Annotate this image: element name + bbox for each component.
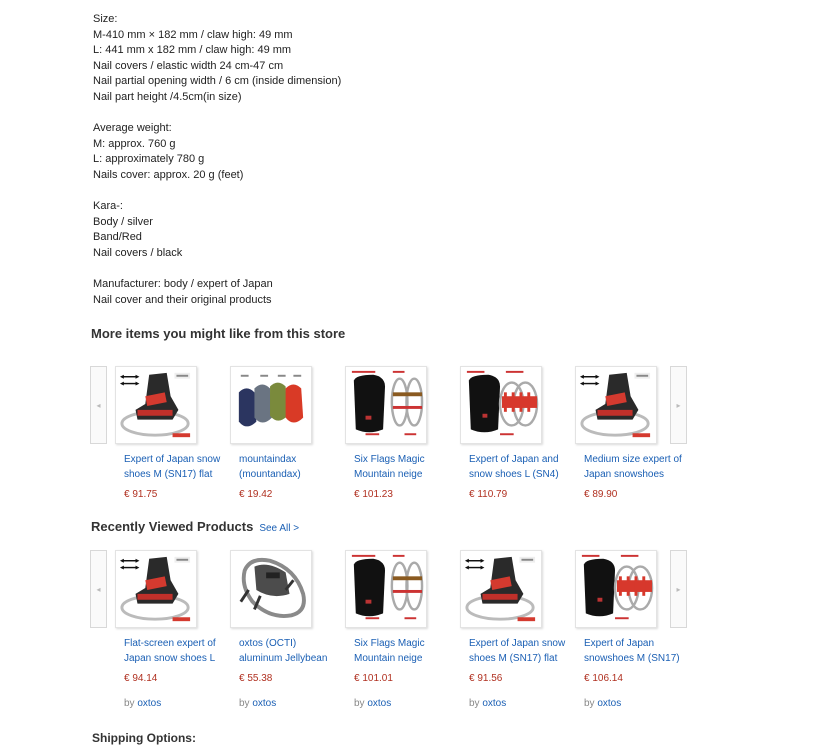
recently-viewed-title-text: Recently Viewed Products (91, 519, 254, 534)
recently-viewed-title (91, 519, 299, 534)
chevron-right-icon: ▸ (676, 400, 681, 410)
grey-snowshoe-icon (231, 551, 311, 627)
product-card (222, 550, 332, 709)
product-title-link[interactable]: Medium size expert of Japan snowshoes (584, 454, 682, 480)
boot-snowshoe-icon (116, 551, 196, 627)
product-thumbnail[interactable] (345, 366, 427, 444)
product-card (452, 366, 562, 500)
seller-by-label: by (239, 698, 250, 709)
product-thumbnail[interactable] (460, 550, 542, 628)
product-card (567, 550, 680, 709)
product-price: € 94.14 (124, 673, 158, 684)
product-price: € 110.79 (469, 489, 508, 500)
shipping-options-title: Shipping Options: (92, 731, 196, 745)
product-thumbnail[interactable] (115, 366, 197, 444)
product-price: € 91.75 (124, 489, 158, 500)
product-thumbnail[interactable] (345, 550, 427, 628)
spec-line: Nail partial opening width / 6 cm (inside dimension) (93, 75, 342, 88)
product-seller (222, 698, 332, 709)
spec-line: Nail covers / elastic width 24 cm-47 cm (93, 59, 284, 72)
seller-link[interactable]: oxtos (367, 698, 392, 709)
product-card (337, 550, 447, 709)
bag-snowshoe-icon (346, 551, 426, 627)
product-thumbnail[interactable] (115, 550, 197, 628)
seller-link[interactable]: oxtos (137, 698, 162, 709)
product-specs (93, 12, 341, 308)
product-seller (452, 698, 562, 709)
spec-line: L: approximately 780 g (93, 153, 205, 166)
see-all-link[interactable]: See All > (259, 523, 300, 534)
spec-line: L: 441 mm x 182 mm / claw high: 49 mm (93, 44, 292, 57)
product-seller (567, 698, 677, 709)
spec-line: Nail covers / black (93, 246, 183, 259)
seller-by-label: by (469, 698, 480, 709)
spec-line: M: approx. 760 g (93, 137, 176, 150)
seller-by-label: by (354, 698, 365, 709)
more-items-carousel (90, 366, 690, 536)
seller-by-label: by (124, 698, 135, 709)
product-thumbnail[interactable] (230, 550, 312, 628)
product-seller (107, 698, 217, 709)
carousel-prev-button[interactable] (90, 550, 107, 628)
product-title-link[interactable]: oxtos (OCTI) aluminum Jellybean (239, 638, 328, 664)
chevron-right-icon: ▸ (676, 584, 681, 594)
product-price: € 106.14 (584, 673, 623, 684)
bag-red-snowshoe-icon (576, 551, 656, 627)
size-heading: Size: (93, 13, 118, 25)
spec-line: Nail part height /4.5cm(in size) (93, 90, 242, 103)
product-card (222, 366, 332, 500)
product-card (107, 366, 221, 500)
more-items-title (91, 326, 345, 341)
product-price: € 101.23 (354, 489, 393, 500)
seller-link[interactable]: oxtos (252, 698, 277, 709)
boot-snowshoe-icon (116, 367, 196, 443)
spec-line: Body / silver (93, 215, 153, 228)
product-thumbnail[interactable] (575, 550, 657, 628)
product-title-link[interactable]: Flat-screen expert of Japan snow shoes L (124, 638, 216, 664)
product-price: € 55.38 (239, 673, 273, 684)
product-price: € 89.90 (584, 489, 618, 500)
product-title-link[interactable]: Six Flags Magic Mountain neige (354, 454, 425, 480)
mountaindax-covers-icon (231, 367, 311, 443)
weight-heading: Average weight: (93, 122, 172, 135)
spec-line: Nails cover: approx. 20 g (feet) (93, 168, 244, 181)
spec-line: Manufacturer: body / expert of Japan (93, 278, 273, 291)
color-heading: Kara-: (93, 200, 123, 213)
spec-line: Band/Red (93, 231, 142, 244)
seller-link[interactable]: oxtos (482, 698, 507, 709)
product-price: € 19.42 (239, 489, 273, 500)
product-title-link[interactable]: Six Flags Magic Mountain neige (354, 638, 425, 664)
product-card (452, 550, 566, 709)
product-card (107, 550, 217, 709)
product-title-link[interactable]: Expert of Japan snow shoes M (SN17) flat (469, 638, 566, 664)
chevron-left-icon: ◂ (96, 400, 101, 410)
boot-snowshoe-icon (461, 551, 541, 627)
product-card (567, 366, 682, 500)
product-price: € 101.01 (354, 673, 393, 684)
seller-by-label: by (584, 698, 595, 709)
product-title-link[interactable]: mountaindax (mountandax) (239, 454, 301, 480)
product-card (337, 366, 447, 500)
product-seller (337, 698, 447, 709)
product-thumbnail[interactable] (230, 366, 312, 444)
product-thumbnail[interactable] (575, 366, 657, 444)
spec-line: Nail cover and their original products (93, 293, 272, 306)
seller-link[interactable]: oxtos (597, 698, 622, 709)
product-price: € 91.56 (469, 673, 503, 684)
product-title-link[interactable]: Expert of Japan and snow shoes L (SN4) (469, 454, 559, 480)
bag-red-snowshoe-icon (461, 367, 541, 443)
carousel-prev-button[interactable] (90, 366, 107, 444)
spec-line: M-410 mm × 182 mm / claw high: 49 mm (93, 28, 293, 41)
recently-viewed-carousel (90, 550, 690, 720)
bag-snowshoe-icon (346, 367, 426, 443)
product-title-link[interactable]: Expert of Japan snow shoes M (SN17) flat (124, 454, 221, 480)
product-title-link[interactable]: Expert of Japan snowshoes M (SN17) (584, 638, 680, 664)
product-thumbnail[interactable] (460, 366, 542, 444)
more-items-title-text: More items you might like from this store (91, 326, 346, 341)
chevron-left-icon: ◂ (96, 584, 101, 594)
boot-snowshoe-icon (576, 367, 656, 443)
